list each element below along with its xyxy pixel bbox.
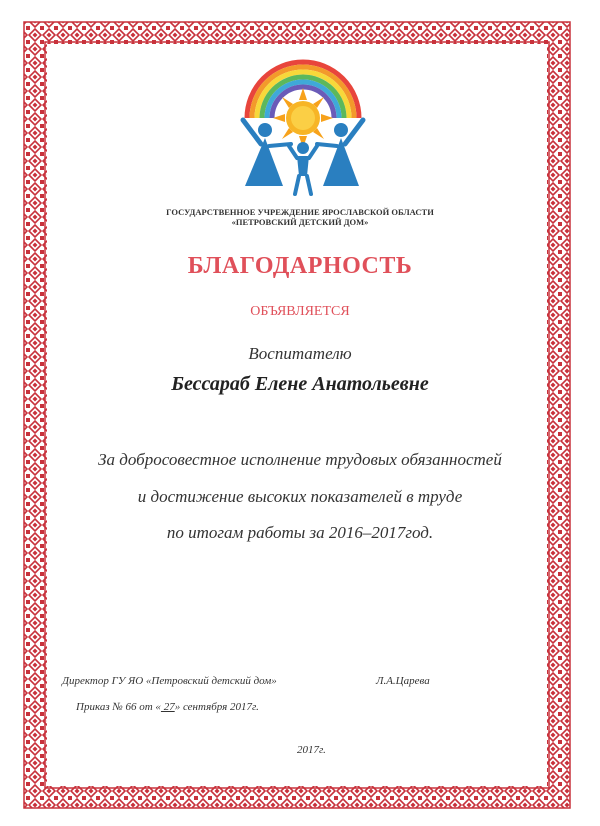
order-day: 27 bbox=[160, 701, 175, 713]
order-reference bbox=[76, 701, 259, 713]
recipient-name: Бессараб Елене Анатольевне bbox=[171, 373, 429, 395]
organization-line-1: ГОСУДАРСТВЕННОЕ УЧРЕЖДЕНИЕ ЯРОСЛАВСКОЙ ОБЛАСТИ bbox=[166, 207, 434, 217]
order-prefix: Приказ № 66 от « bbox=[76, 701, 161, 713]
director-title: Директор ГУ ЯО «Петровский детский дом» bbox=[62, 675, 277, 687]
certificate-title: БЛАГОДАРНОСТЬ bbox=[187, 253, 413, 279]
director-name: Л.А.Царева bbox=[376, 675, 430, 687]
document-year: 2017г. bbox=[297, 744, 326, 756]
organization-line-2: «ПЕТРОВСКИЙ ДЕТСКИЙ ДОМ» bbox=[231, 217, 369, 227]
order-suffix: » сентября 2017г. bbox=[174, 701, 259, 713]
certificate-subtitle: ОБЪЯВЛЯЕТСЯ bbox=[250, 304, 350, 319]
reason-line-3: по итогам работы за 2016–2017год. bbox=[166, 523, 434, 542]
reason-line-1: За добросовестное исполнение трудовых обязанностей bbox=[98, 450, 502, 469]
children-home-logo-icon bbox=[235, 58, 370, 198]
reason-line-2: и достижение высоких показателей в труде bbox=[137, 487, 463, 506]
addressee-role: Воспитателю bbox=[248, 344, 352, 363]
